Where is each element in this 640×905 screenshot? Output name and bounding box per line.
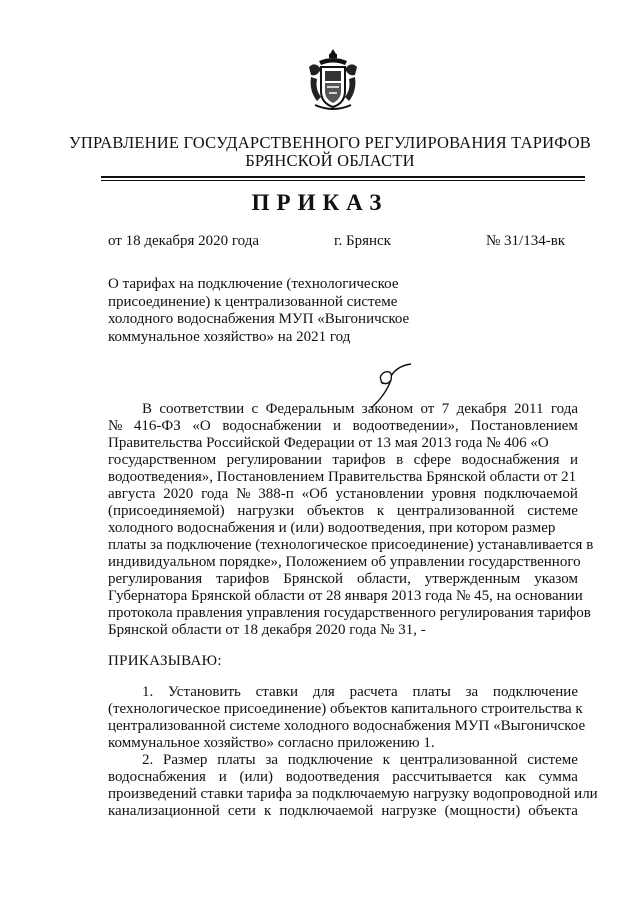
document-title: ПРИКАЗ bbox=[251, 190, 389, 215]
order-item-1 bbox=[108, 684, 586, 752]
item-line: (технологическое присоединение) объектов капитального строительства к bbox=[108, 701, 583, 717]
order-directive-word: ПРИКАЗЫВАЮ: bbox=[108, 653, 222, 669]
item-line: водоснабжения и (или) водоотведения рассчитывается как сумма bbox=[108, 769, 578, 785]
item-line: централизованной системе холодного водоснабжения МУП «Выгоничское bbox=[108, 718, 586, 734]
order-date: от 18 декабря 2020 года bbox=[108, 233, 260, 249]
header-divider bbox=[101, 176, 585, 178]
header-divider-thin bbox=[101, 180, 585, 181]
subject-line: О тарифах на подключение (технологическое bbox=[108, 276, 399, 292]
item-line: коммунальное хозяйство» согласно приложению 1. bbox=[108, 735, 435, 751]
preamble-line: Брянской области от 18 декабря 2020 года № 31, - bbox=[108, 622, 426, 638]
preamble-line: Губернатора Брянской области от 28 января 2013 года № 45, на основании bbox=[108, 588, 583, 604]
organization-name-line2: БРЯНСКОЙ ОБЛАСТИ bbox=[245, 151, 415, 170]
order-city: г. Брянск bbox=[334, 233, 391, 249]
preamble-line: платы за подключение (технологическое присоединение) устанавливается в bbox=[108, 537, 594, 553]
item-line: 1. Установить ставки для расчета платы за подключение bbox=[142, 684, 578, 700]
preamble-line: В соответствии с Федеральным законом от 7 декабря 2011 года bbox=[142, 401, 578, 417]
order-subject bbox=[108, 276, 438, 346]
item-line: канализационной сети к подключаемой нагрузке (мощности) объекта bbox=[108, 803, 578, 819]
preamble-line: № 416-ФЗ «О водоснабжении и водоотведении», Постановлением bbox=[108, 418, 578, 434]
preamble-line: августа 2020 года № 388-п «Об установлении уровня подключаемой bbox=[108, 486, 578, 502]
preamble-line: индивидуальном порядке», Положением об управлении государственного bbox=[108, 554, 581, 570]
subject-line: холодного водоснабжения МУП «Выгоничское bbox=[108, 311, 410, 327]
preamble-line: протокола правления управления государственного регулирования тарифов bbox=[108, 605, 591, 621]
coat-of-arms-icon bbox=[305, 47, 361, 113]
preamble-line: государственном регулировании тарифов в сфере водоснабжения и bbox=[108, 452, 578, 468]
preamble-line: холодного водоснабжения и (или) водоотведения, при котором размер bbox=[108, 520, 556, 536]
item-line: произведений ставки тарифа за подключаемую нагрузку водопроводной или bbox=[108, 786, 598, 802]
item-line: 2. Размер платы за подключение к централизованной системе bbox=[142, 752, 578, 768]
preamble-line: (присоединяемой) нагрузки объектов к централизованной системе bbox=[108, 503, 578, 519]
preamble-line: регулирования тарифов Брянской области, утвержденным указом bbox=[108, 571, 578, 587]
preamble-line: водоотведения», Постановлением Правительства Брянской области от 21 bbox=[108, 469, 577, 485]
preamble-line: Правительства Российской Федерации от 13 мая 2013 года № 406 «О bbox=[108, 435, 549, 451]
order-item-2 bbox=[108, 752, 598, 820]
order-number: № 31/134-вк bbox=[486, 233, 566, 249]
preamble-paragraph bbox=[108, 401, 594, 639]
subject-line: коммунальное хозяйство» на 2021 год bbox=[108, 328, 351, 345]
organization-name-line1: УПРАВЛЕНИЕ ГОСУДАРСТВЕННОГО РЕГУЛИРОВАНИЯ ТАРИФОВ bbox=[68, 133, 592, 152]
subject-line: присоединение) к централизованной системе bbox=[108, 293, 398, 310]
